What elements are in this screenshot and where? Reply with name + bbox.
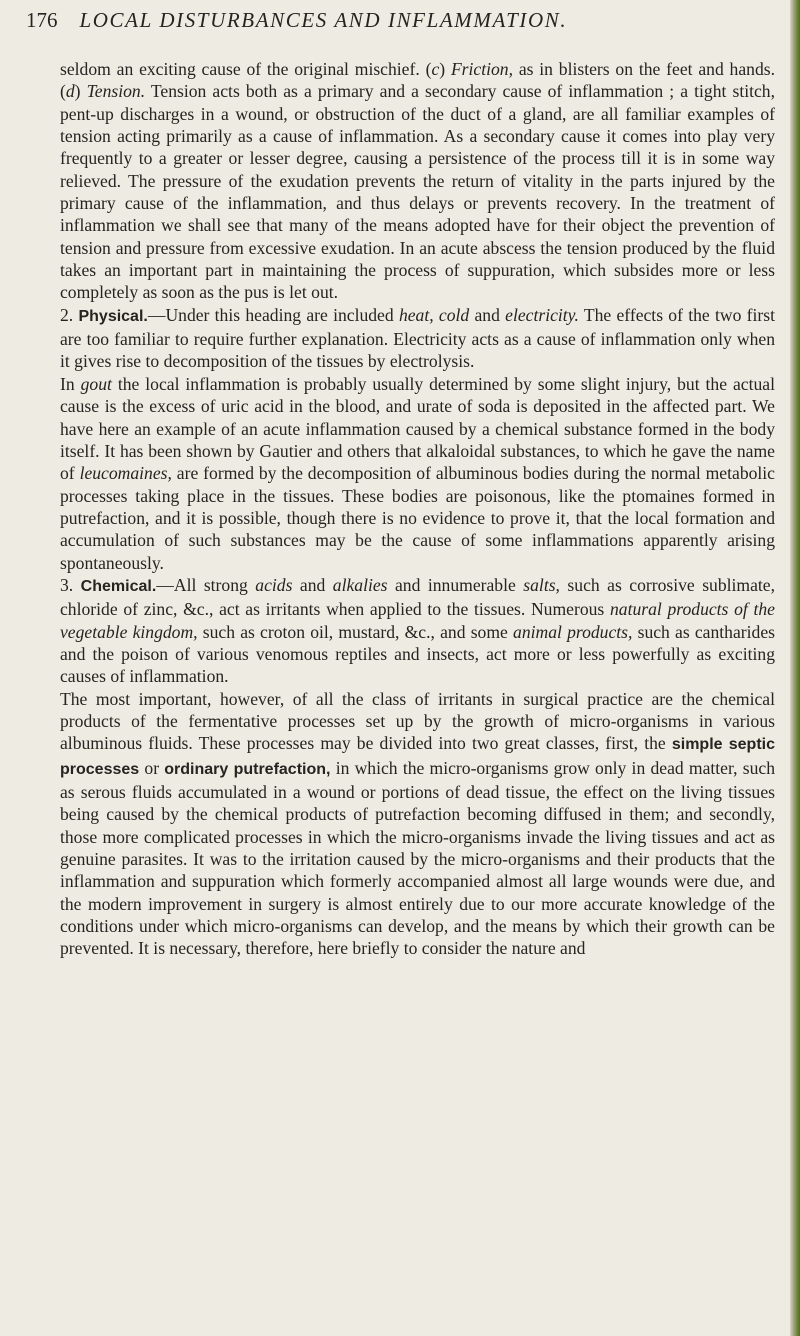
text-run: ) bbox=[439, 59, 451, 79]
text-run: d bbox=[65, 81, 75, 102]
page-number: 176 bbox=[26, 8, 58, 32]
text-run: or bbox=[139, 757, 165, 778]
paragraph-chemical bbox=[60, 574, 775, 688]
text-run: are formed by the decomposition of albuminous bodies during the normal metabolic processes taking place in the tissues. These bodies are poisonous, like the ptomaines formed in putrefaction, and it is possible, though there is no evidence to prove it, that the local formation and accumulation of such substances may be the cause of some inflammations apparently arising spontaneously. bbox=[60, 463, 775, 573]
text-run: The most important, however, of all the class of irritants in surgical practice are the chemical products of the fermentative processes set up by the growth of micro-organisms in various albuminous fluids. These processes may be divided into two great classes, first, the bbox=[60, 688, 775, 754]
text-run: Physical. bbox=[78, 307, 148, 325]
paragraph-gout bbox=[60, 373, 775, 574]
text-run: the local inflammation is probably usually determined by some slight injury, but the actual cause is the excess of uric acid in the blood, and urate of soda is deposited in the affected part. We have here an example of an acute inflammation caused by a chemical substance formed in the body itself. It has been shown by Gautier and others that alkaloidal substances, to which he gave the name of bbox=[60, 373, 775, 484]
text-run: ) bbox=[74, 81, 87, 102]
text-run: such as corrosive sublimate, chloride of zinc, &c., act as irritants when applied to the tissues. Numerous bbox=[60, 574, 776, 620]
text-run: as in blisters on the feet and hands. ( bbox=[60, 59, 776, 102]
text-run: Chemical. bbox=[80, 577, 157, 595]
text-run: c bbox=[431, 59, 440, 79]
text-run: in which the micro-organisms grow only in dead matter, such as serous fluids accumulated in a wound or portions of dead tissue, the effect on the living tissues being caused by the chemical products of putrefaction becoming diffused in them; and secondly, those more complicated processes in which the micro-organisms invade the living tissues and act as genuine parasites. It was to the irritation caused by the micro-organisms and their products that the inflammation and suppuration which formerly accompanied almost all large wounds were due, and the modern improvement in surgery is almost entirely due to our more accurate knowledge of the conditions under which micro-organisms can develop, and the means by which their growth can be prevented. It is necessary, therefore, here briefly to consider the nature and bbox=[60, 757, 776, 959]
text-run: natural products of the vegetable kingdom, bbox=[60, 599, 775, 642]
paragraph-irritants bbox=[60, 688, 775, 960]
text-run: electricity. bbox=[505, 304, 579, 325]
text-run: and bbox=[469, 304, 506, 325]
paragraph-physical bbox=[60, 304, 775, 373]
text-run: gout bbox=[80, 373, 112, 394]
text-run: ordinary putrefaction, bbox=[164, 760, 331, 778]
text-run: and innumerable bbox=[387, 574, 524, 595]
text-run: Friction, bbox=[450, 59, 513, 79]
text-run: seldom an exciting cause of the original mischief. ( bbox=[60, 59, 432, 79]
text-run: alkalies bbox=[332, 574, 388, 595]
paragraph-tension bbox=[60, 58, 775, 304]
text-run: salts, bbox=[523, 574, 560, 595]
text-run: acids bbox=[255, 574, 293, 595]
text-run: The effects of the two first are too familiar to require further explanation. Electricity acts as a cause of inflammation only when it gives rise to decomposition of the tissues by electrolysis. bbox=[60, 304, 775, 372]
body-text bbox=[60, 58, 775, 960]
text-run: —Under this heading are included bbox=[147, 304, 399, 325]
text-run: such as cantharides and the poison of various venomous reptiles and insects, act more or less powerfully as exciting causes of inflammation. bbox=[60, 621, 775, 687]
text-run: In bbox=[60, 373, 81, 394]
text-run: —All strong bbox=[156, 574, 256, 595]
page-edge bbox=[790, 0, 800, 1336]
text-run: 2. bbox=[60, 304, 79, 325]
text-run: such as croton oil, mustard, &c., and some bbox=[197, 621, 514, 642]
text-run: 3. bbox=[60, 574, 81, 595]
text-run: and bbox=[292, 574, 333, 595]
text-run: Tension acts both as a primary and a secondary cause of inflammation ; a tight stitch, pent-up discharges in a wound, or obstruction of the duct of a gland, are all familiar examples of tension acting primarily as a cause of inflammation. As a secondary cause it comes into play very frequently to a greater or lesser degree, causing a persistence of the process till it is in some way relieved. The pressure of the exudation prevents the return of vitality in the parts injured by the primary cause of the inflammation, and thus delays or prevents recovery. In the treatment of inflammation we shall see that many of the means adopted have for their object the prevention of tension and pressure from excessive exudation. In an acute abscess the tension produced by the fluid takes an important part in maintaining the process of suppuration, which subsides more or less completely as soon as the pus is let out. bbox=[60, 81, 775, 303]
page-header bbox=[26, 8, 766, 44]
text-run: simple septic processes bbox=[60, 736, 775, 778]
running-title: LOCAL DISTURBANCES AND INFLAMMATION. bbox=[79, 8, 568, 32]
text-run: heat, cold bbox=[398, 304, 470, 325]
text-run: Tension. bbox=[86, 81, 146, 102]
text-run: leucomaines, bbox=[79, 463, 172, 484]
text-run: animal products, bbox=[513, 621, 633, 642]
